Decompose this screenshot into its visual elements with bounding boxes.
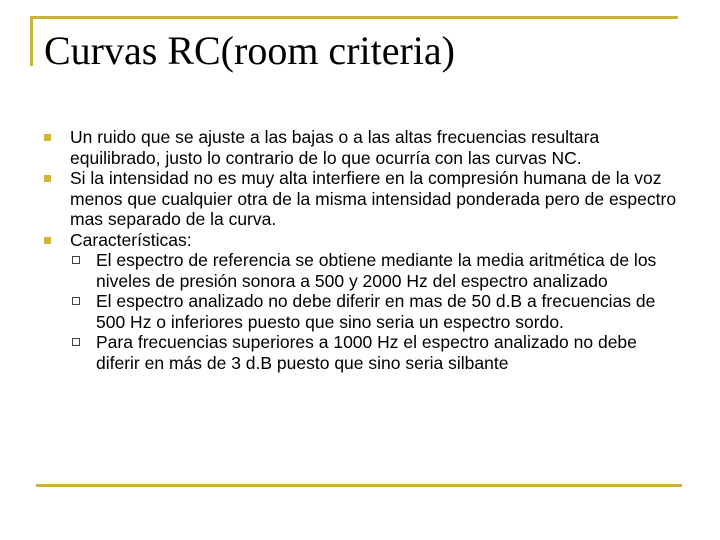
sub-bullet-item: [70, 291, 684, 332]
hollow-square-bullet-icon: [72, 338, 80, 346]
bullet-item: [44, 127, 684, 168]
slide-title: Curvas RC(room criteria): [44, 28, 455, 73]
bullet-item: [44, 168, 684, 230]
sub-bullet-item: [70, 250, 684, 291]
square-bullet-icon: [44, 134, 51, 141]
sub-bullet-text: Para frecuencias superiores a 1000 Hz el espectro analizado no debe diferir en más de 3 d.B puesto que sino seria silbante: [96, 332, 637, 373]
bullet-text: Un ruido que se ajuste a las bajas o a las altas frecuencias resultara equilibrado, justo lo contrario de lo que ocurría con las curvas NC.: [70, 127, 600, 168]
sub-bullet-list: [70, 250, 684, 373]
square-bullet-icon: [44, 175, 51, 182]
sub-bullet-text: El espectro analizado no debe diferir en mas de 50 d.B a frecuencias de 500 Hz o inferiores puesto que sino seria un espectro sordo.: [96, 291, 656, 332]
hollow-square-bullet-icon: [72, 256, 80, 264]
sub-bullet-text: El espectro de referencia se obtiene mediante la media aritmética de los niveles de presión sonora a 500 y 2000 Hz del espectro analizado: [96, 250, 657, 291]
frame-left-line: [30, 16, 33, 66]
bullet-text: Características:: [70, 229, 192, 250]
square-bullet-icon: [44, 237, 51, 244]
hollow-square-bullet-icon: [72, 297, 80, 305]
bullet-list: [44, 127, 684, 373]
frame-bottom-line: [36, 484, 682, 487]
sub-bullet-item: [70, 332, 684, 373]
bullet-text: Si la intensidad no es muy alta interfiere en la compresión humana de la voz menos que cualquier otra de la misma intensidad ponderada pero de espectro mas separado de la curva.: [70, 168, 677, 229]
bullet-item: [44, 230, 684, 374]
frame-top-line: [30, 16, 678, 19]
